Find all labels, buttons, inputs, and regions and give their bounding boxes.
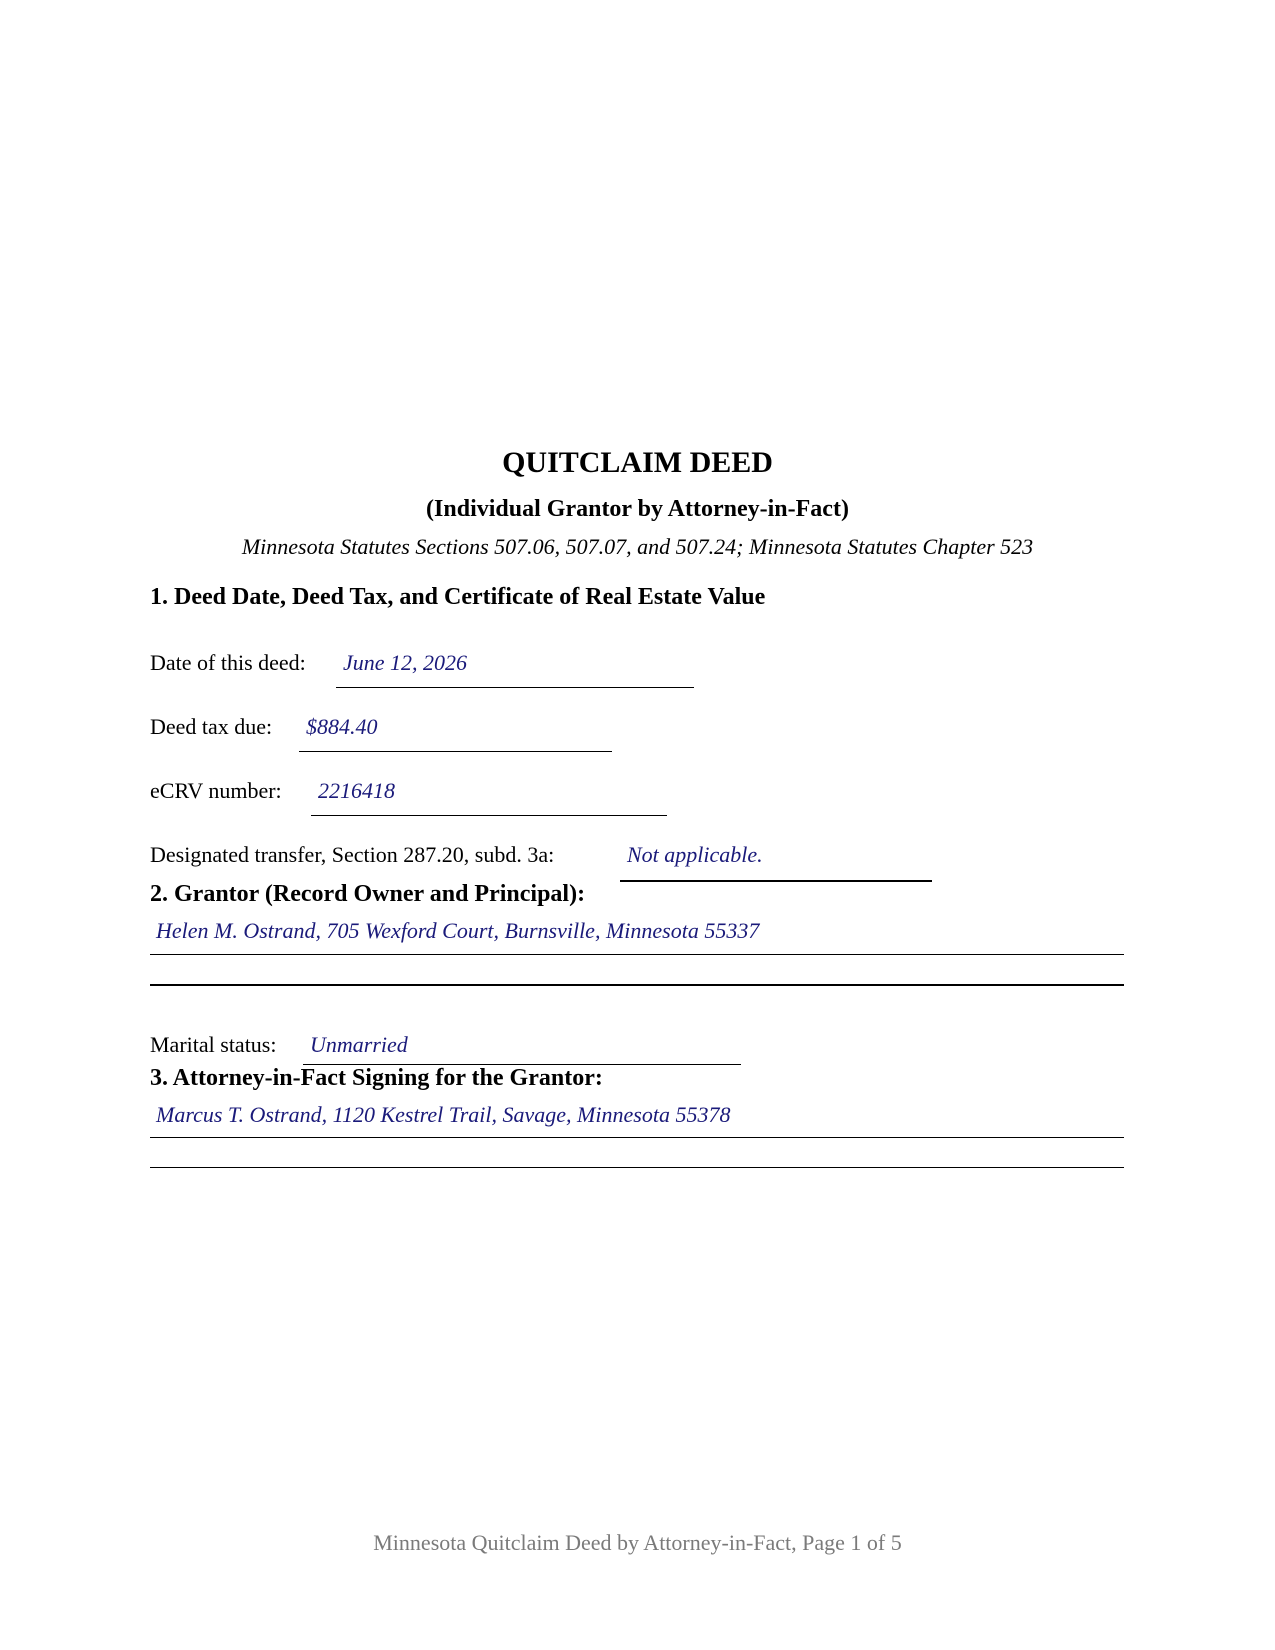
grantor-value[interactable]: Helen M. Ostrand, 705 Wexford Court, Burnsville, Minnesota 55337 <box>156 918 760 943</box>
page-footer: Minnesota Quitclaim Deed by Attorney-in-Fact, Page 1 of 5 <box>373 1530 902 1555</box>
section-2-heading: 2. Grantor (Record Owner and Principal): <box>150 881 586 907</box>
deed-tax-value[interactable]: $884.40 <box>306 714 378 739</box>
deed-date-underline <box>336 687 694 688</box>
grantor-underline-1 <box>150 954 1124 955</box>
marital-status-label: Marital status: <box>150 1032 277 1057</box>
designated-transfer-underline <box>620 880 932 882</box>
ecrv-number-label: eCRV number: <box>150 778 282 803</box>
attorney-underline-1 <box>150 1137 1124 1138</box>
deed-tax-underline <box>299 751 612 752</box>
section-1-heading: 1. Deed Date, Deed Tax, and Certificate of Real Estate Value <box>150 584 766 610</box>
ecrv-number-value[interactable]: 2216418 <box>318 778 395 803</box>
grantor-underline-2 <box>150 984 1124 986</box>
section-3-heading: 3. Attorney-in-Fact Signing for the Grantor: <box>150 1065 603 1091</box>
designated-transfer-label: Designated transfer, Section 287.20, subd. 3a: <box>150 842 555 867</box>
deed-date-value[interactable]: June 12, 2026 <box>343 650 468 675</box>
marital-status-value[interactable]: Unmarried <box>310 1032 408 1057</box>
designated-transfer-value[interactable]: Not applicable. <box>627 842 763 867</box>
attorney-underline-2 <box>150 1167 1124 1168</box>
deed-date-label: Date of this deed: <box>150 650 306 675</box>
statutes-reference: Minnesota Statutes Sections 507.06, 507.07, and 507.24; Minnesota Statutes Chapter 523 <box>241 534 1034 559</box>
document-subtitle: (Individual Grantor by Attorney-in-Fact) <box>426 496 849 522</box>
ecrv-number-underline <box>311 815 667 816</box>
attorney-in-fact-value[interactable]: Marcus T. Ostrand, 1120 Kestrel Trail, Savage, Minnesota 55378 <box>156 1102 731 1127</box>
deed-tax-label: Deed tax due: <box>150 714 273 739</box>
document-title: QUITCLAIM DEED <box>502 446 773 479</box>
